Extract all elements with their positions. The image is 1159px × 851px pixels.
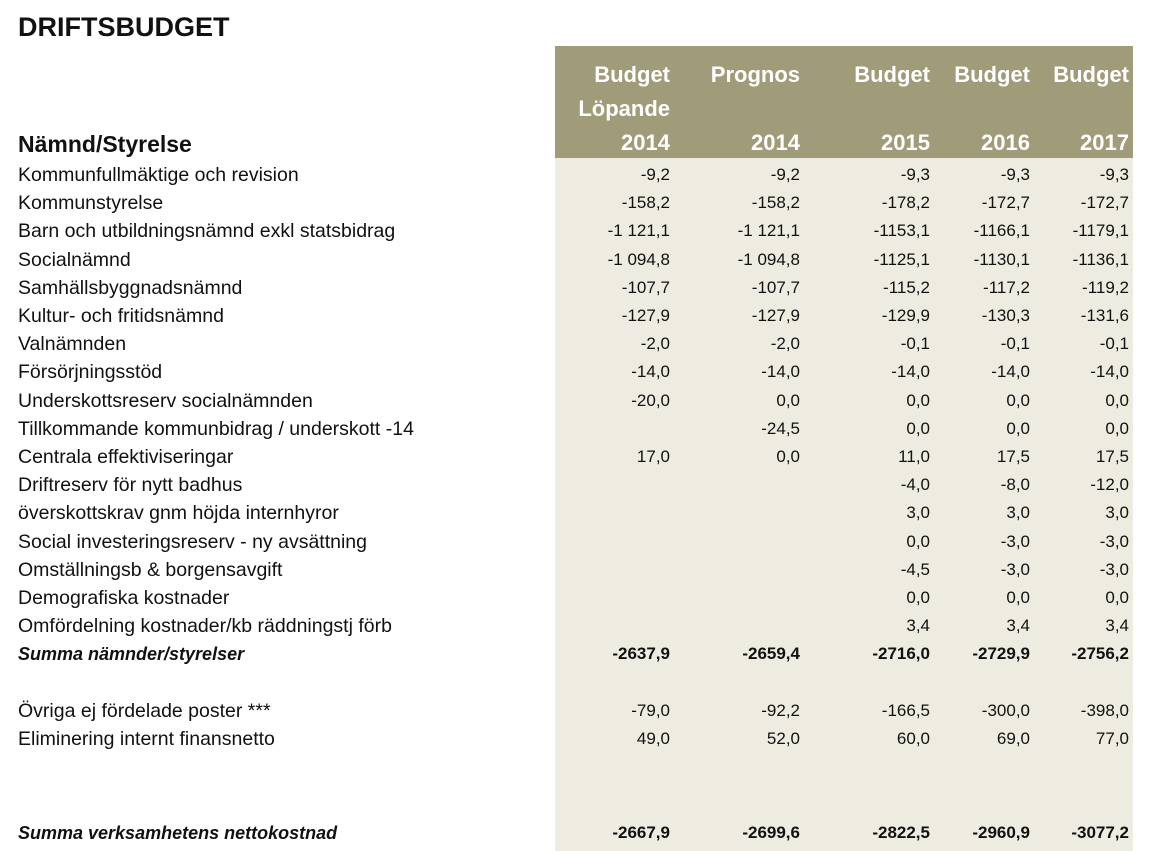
- value-cell: 17,5: [996, 447, 1030, 466]
- row-label: Social investeringsreserv - ny avsättning: [18, 530, 367, 553]
- value-cell: -9,3: [1099, 165, 1129, 184]
- value-cell: -3077,2: [1071, 822, 1129, 842]
- column-header-year: 2017: [1080, 130, 1129, 155]
- row-label: Barn och utbildningsnämnd exkl statsbidrag: [18, 220, 396, 243]
- table-row: [0, 415, 1159, 443]
- value-cell: -9,3: [900, 165, 930, 184]
- column-header-line1: Budget: [854, 62, 930, 87]
- value-cell: -92,2: [761, 700, 800, 720]
- table-row: [0, 274, 1159, 302]
- row-label: Kommunfullmäktige och revision: [18, 164, 299, 186]
- column-header-budget-2015: [820, 58, 930, 160]
- value-cell: -2667,9: [612, 822, 670, 842]
- column-header-budget-2017: [1030, 58, 1129, 160]
- table-total-row: [0, 819, 1159, 847]
- table-row: [0, 556, 1159, 584]
- row-label: Demografiska kostnader: [18, 587, 230, 609]
- value-cell: 0,0: [906, 390, 930, 410]
- table-row: [0, 246, 1159, 274]
- value-cell: -2659,4: [742, 644, 800, 664]
- value-cell: -14,0: [891, 362, 930, 382]
- column-header-prognos-2014: [690, 58, 800, 160]
- value-cell: 17,5: [1095, 447, 1129, 466]
- value-cell: 0,0: [906, 418, 930, 438]
- value-cell: -2729,9: [972, 644, 1030, 664]
- value-cell: -115,2: [883, 277, 930, 297]
- table-row: [0, 302, 1159, 330]
- value-cell: -107,7: [621, 277, 670, 297]
- column-header-budget-lopande-2014: [560, 58, 670, 160]
- column-header-line1: Budget: [954, 62, 1030, 87]
- value-cell: 11,0: [898, 447, 930, 466]
- value-cell: 0,0: [906, 588, 930, 607]
- table-row: [0, 358, 1159, 386]
- value-cell: -3,0: [1000, 559, 1030, 579]
- column-header-line2: [690, 92, 800, 126]
- table-row: [0, 189, 1159, 217]
- column-header-line2: [930, 92, 1030, 126]
- table-row: [0, 217, 1159, 245]
- row-label: överskottskrav gnm höjda internhyror: [18, 502, 339, 525]
- table-row: [0, 612, 1159, 640]
- row-label: Övriga ej fördelade poster ***: [18, 699, 271, 722]
- table-row: [0, 725, 1159, 753]
- value-cell: -2960,9: [972, 822, 1030, 842]
- column-header-year: 2014: [621, 130, 670, 155]
- value-cell: -9,3: [1000, 165, 1030, 184]
- value-cell: -1136,1: [1072, 249, 1129, 269]
- column-header-line2: [1030, 92, 1129, 126]
- table-row: [0, 443, 1159, 471]
- value-cell: 0,0: [1006, 390, 1030, 410]
- column-header-year: 2014: [751, 130, 800, 155]
- value-cell: -1 121,1: [607, 221, 670, 241]
- value-cell: -14,0: [761, 362, 800, 382]
- value-cell: 3,0: [1105, 503, 1129, 523]
- value-cell: -117,2: [983, 277, 1030, 297]
- table-row: [0, 528, 1159, 556]
- value-cell: -4,5: [900, 559, 930, 579]
- row-label: Kultur- och fritidsnämnd: [18, 305, 224, 327]
- value-cell: -9,2: [770, 165, 800, 184]
- value-cell: -130,3: [981, 306, 1030, 325]
- value-cell: -131,6: [1080, 306, 1129, 325]
- value-cell: -2,0: [640, 334, 670, 354]
- value-cell: -158,2: [621, 193, 670, 213]
- row-label: Centrala effektiviseringar: [18, 446, 234, 468]
- column-header-line1: Prognos: [710, 62, 800, 87]
- value-cell: -127,9: [751, 306, 800, 325]
- value-cell: -2716,0: [872, 644, 930, 664]
- value-cell: -127,9: [621, 306, 670, 325]
- value-cell: 3,0: [906, 503, 930, 523]
- table-row: [0, 499, 1159, 527]
- value-cell: -158,2: [751, 193, 800, 213]
- row-header-label: Nämnd/Styrelse: [18, 131, 192, 157]
- value-cell: -172,7: [1080, 193, 1129, 213]
- value-cell: 3,0: [1006, 503, 1030, 523]
- value-cell: -398,0: [1080, 700, 1129, 720]
- value-cell: -14,0: [991, 362, 1030, 382]
- row-label: Tillkommande kommunbidrag / underskott -14: [18, 417, 414, 440]
- row-label: Försörjningsstöd: [18, 361, 163, 384]
- value-cell: -3,0: [1099, 531, 1129, 551]
- value-cell: -24,5: [761, 418, 800, 438]
- value-cell: -2637,9: [612, 644, 670, 664]
- value-cell: 77,0: [1095, 729, 1129, 748]
- row-label: Summa verksamhetens nettokostnad: [18, 822, 338, 843]
- value-cell: -2822,5: [872, 822, 930, 842]
- value-cell: -20,0: [631, 390, 670, 410]
- value-cell: -129,9: [881, 306, 930, 325]
- value-cell: 0,0: [1105, 588, 1129, 607]
- page-title: DRIFTSBUDGET: [18, 12, 230, 42]
- value-cell: 69,0: [996, 729, 1030, 748]
- row-label: Omfördelning kostnader/kb räddningstj förb: [18, 615, 392, 638]
- value-cell: -8,0: [1000, 475, 1030, 495]
- value-cell: 17,0: [636, 447, 670, 466]
- row-label: Eliminering internt finansnetto: [18, 728, 275, 750]
- value-cell: -14,0: [631, 362, 670, 382]
- value-cell: 0,0: [776, 390, 800, 410]
- value-cell: -2,0: [770, 334, 800, 354]
- value-cell: -79,0: [631, 700, 670, 720]
- table-row: [0, 330, 1159, 358]
- column-header-line1: Budget: [594, 62, 670, 87]
- value-cell: -300,0: [981, 700, 1030, 720]
- table-row: [0, 471, 1159, 499]
- value-cell: -1 094,8: [737, 249, 800, 269]
- value-cell: -1130,1: [973, 249, 1030, 269]
- row-label: Kommunstyrelse: [18, 192, 164, 215]
- value-cell: -3,0: [1099, 559, 1129, 579]
- value-cell: -0,1: [1099, 334, 1129, 354]
- value-cell: -1 121,1: [737, 221, 800, 241]
- value-cell: -2699,6: [742, 822, 800, 842]
- value-cell: 3,4: [1006, 616, 1030, 636]
- value-cell: -178,2: [881, 193, 930, 213]
- table-row: [0, 161, 1159, 189]
- row-label: Driftreserv för nytt badhus: [18, 474, 243, 497]
- value-cell: -9,2: [640, 165, 670, 184]
- value-cell: -1179,1: [1072, 221, 1129, 241]
- value-cell: -2756,2: [1071, 644, 1129, 664]
- table-row: [0, 584, 1159, 612]
- column-header-budget-2016: [930, 58, 1030, 160]
- value-cell: -0,1: [900, 334, 930, 354]
- value-cell: -12,0: [1090, 475, 1129, 495]
- value-cell: 3,4: [1105, 616, 1129, 636]
- value-cell: -119,2: [1082, 277, 1129, 297]
- value-cell: -14,0: [1090, 362, 1129, 382]
- value-cell: -1166,1: [973, 221, 1030, 241]
- row-label: Underskottsreserv socialnämnden: [18, 389, 313, 412]
- value-cell: 0,0: [906, 531, 930, 551]
- value-cell: -172,7: [981, 193, 1030, 213]
- value-cell: 0,0: [1006, 418, 1030, 438]
- value-cell: 0,0: [776, 447, 800, 466]
- column-header-year: 2015: [881, 130, 930, 155]
- value-cell: -4,0: [900, 475, 930, 495]
- value-cell: 60,0: [896, 729, 930, 748]
- value-cell: -3,0: [1000, 531, 1030, 551]
- value-cell: -1153,1: [873, 221, 930, 241]
- value-cell: 52,0: [766, 729, 800, 748]
- column-header-line2: Löpande: [578, 96, 670, 121]
- value-cell: 49,0: [636, 729, 670, 748]
- row-label: Summa nämnder/styrelser: [18, 644, 245, 665]
- value-cell: -107,7: [751, 277, 800, 297]
- value-cell: 0,0: [1105, 418, 1129, 438]
- row-label: Valnämnden: [18, 333, 127, 356]
- row-label: Socialnämnd: [18, 248, 131, 271]
- value-cell: 0,0: [1006, 588, 1030, 607]
- column-header-line2: [820, 92, 930, 126]
- value-cell: -0,1: [1000, 334, 1030, 354]
- table-row: [0, 697, 1159, 725]
- row-label: Omställningsb & borgensavgift: [18, 558, 283, 581]
- value-cell: -1125,1: [873, 249, 930, 269]
- column-header-line1: Budget: [1053, 62, 1129, 87]
- table-row: [0, 387, 1159, 415]
- value-cell: -166,5: [881, 700, 930, 720]
- table-total-row: [0, 640, 1159, 668]
- value-cell: -1 094,8: [607, 249, 670, 269]
- value-cell: 0,0: [1105, 390, 1129, 410]
- row-label: Samhällsbyggnadsnämnd: [18, 276, 243, 299]
- value-cell: 3,4: [906, 616, 930, 636]
- column-header-year: 2016: [981, 130, 1030, 155]
